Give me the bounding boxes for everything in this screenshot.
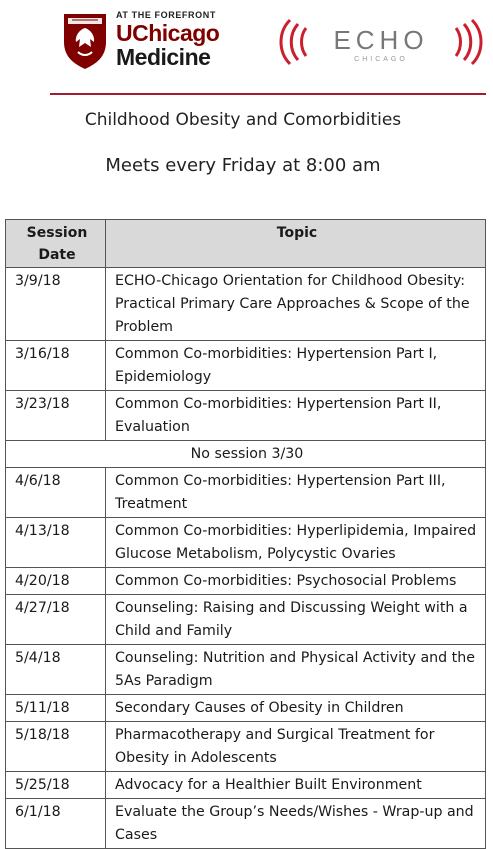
echo-wordmark: ECHO <box>333 25 429 55</box>
session-topic: Secondary Causes of Obesity in Children <box>106 695 486 722</box>
table-row <box>6 595 486 645</box>
session-topic: Common Co-morbidities: Psychosocial Problems <box>106 568 486 595</box>
table-row <box>6 391 486 441</box>
meeting-schedule-note: Meets every Friday at 8:00 am <box>105 155 381 176</box>
session-date: 4/6/18 <box>6 468 106 518</box>
session-topic: Common Co-morbidities: Hypertension Part II, Evaluation <box>106 391 486 441</box>
table-row <box>6 568 486 595</box>
session-date: 5/18/18 <box>6 722 106 772</box>
echo-chicago-logo <box>276 16 486 68</box>
session-date: 3/23/18 <box>6 391 106 441</box>
session-topic: Counseling: Nutrition and Physical Activity and the 5As Paradigm <box>106 645 486 695</box>
session-schedule-table <box>5 219 486 849</box>
table-row <box>6 468 486 518</box>
uchicago-medicine-word: Medicine <box>116 44 211 70</box>
table-row <box>6 645 486 695</box>
session-topic: ECHO-Chicago Orientation for Childhood Obesity: Practical Primary Care Approaches & Scope of the Problem <box>106 268 486 341</box>
column-header-session-date: Session Date <box>6 220 106 268</box>
session-date: 4/27/18 <box>6 595 106 645</box>
session-date: 3/16/18 <box>6 341 106 391</box>
session-date: 5/25/18 <box>6 772 106 799</box>
session-date: 6/1/18 <box>6 799 106 849</box>
session-date: 4/13/18 <box>6 518 106 568</box>
table-row <box>6 268 486 341</box>
table-row <box>6 799 486 849</box>
table-header-row <box>6 220 486 268</box>
session-date: 5/4/18 <box>6 645 106 695</box>
no-session-note: No session 3/30 <box>6 441 486 468</box>
session-date: 4/20/18 <box>6 568 106 595</box>
session-topic: Common Co-morbidities: Hypertension Part III, Treatment <box>106 468 486 518</box>
uchicago-u: U <box>116 20 133 46</box>
uchicago-chicago: Chicago <box>132 20 220 46</box>
column-header-topic: Topic <box>106 220 486 268</box>
echo-subtitle: CHICAGO <box>354 56 408 63</box>
session-topic: Advocacy for a Healthier Built Environment <box>106 772 486 799</box>
session-topic: Counseling: Raising and Discussing Weight with a Child and Family <box>106 595 486 645</box>
table-row <box>6 722 486 772</box>
page-title: Childhood Obesity and Comorbidities <box>84 110 402 130</box>
session-date: 5/11/18 <box>6 695 106 722</box>
header-divider <box>50 93 486 95</box>
uchicago-tagline: AT THE FOREFRONT <box>116 10 216 20</box>
table-row <box>6 341 486 391</box>
table-row-note <box>6 441 486 468</box>
uchicago-wordmark <box>116 21 219 45</box>
uchicago-medicine-logo <box>62 10 237 75</box>
session-date: 3/9/18 <box>6 268 106 341</box>
session-topic: Pharmacotherapy and Surgical Treatment for Obesity in Adolescents <box>106 722 486 772</box>
session-topic: Common Co-morbidities: Hyperlipidemia, Impaired Glucose Metabolism, Polycystic Ovaries <box>106 518 486 568</box>
table-row <box>6 772 486 799</box>
page-header <box>0 0 493 96</box>
uchicago-shield-icon <box>62 12 108 70</box>
table-row <box>6 695 486 722</box>
table-row <box>6 518 486 568</box>
session-topic: Common Co-morbidities: Hypertension Part I, Epidemiology <box>106 341 486 391</box>
session-topic: Evaluate the Group’s Needs/Wishes - Wrap-up and Cases <box>106 799 486 849</box>
